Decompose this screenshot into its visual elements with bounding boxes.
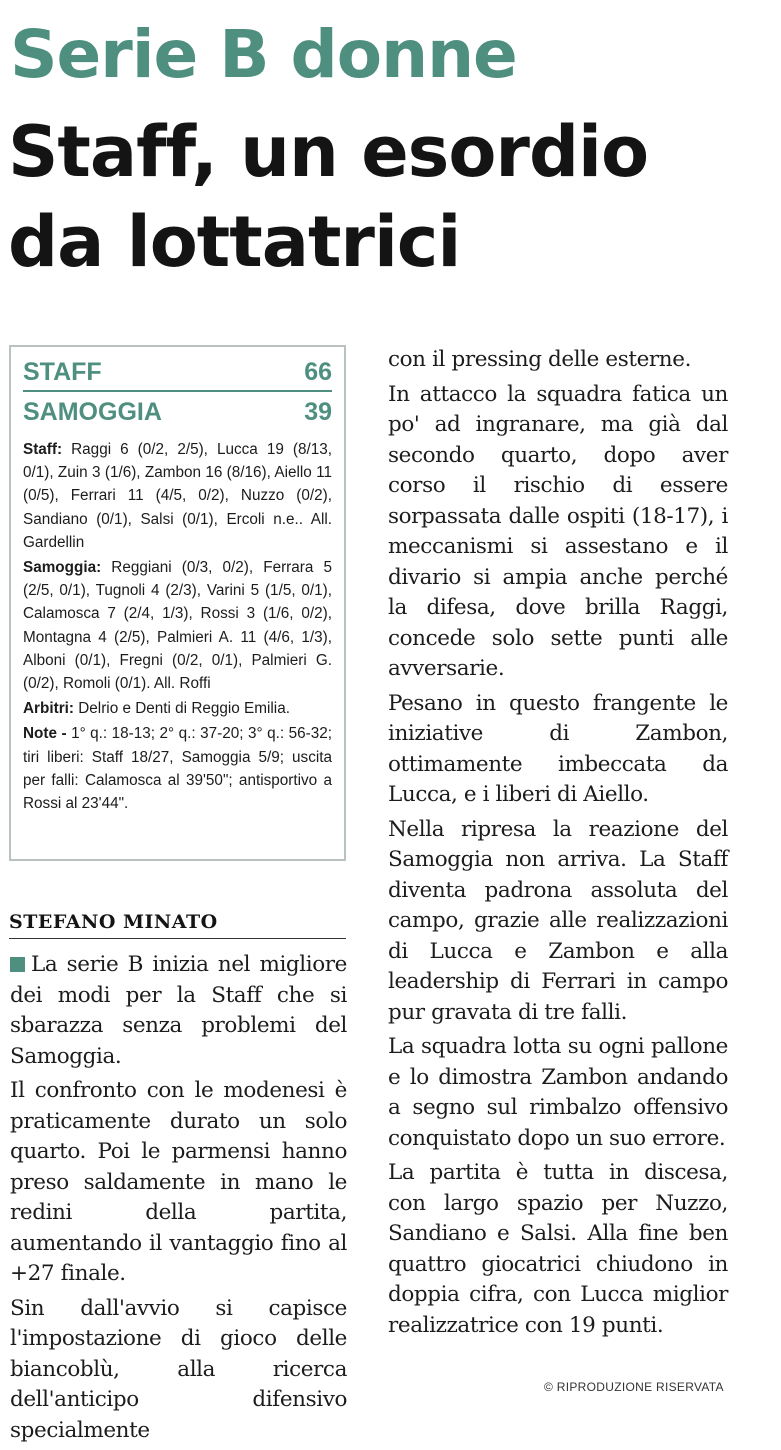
team-row-staff bbox=[23, 356, 332, 392]
boxscore-panel bbox=[9, 345, 346, 861]
stats-arbitri bbox=[23, 697, 332, 720]
article-paragraph: Sin dall'avvio si capisce l'impostazione di gioco delle biancoblù, alla ricerca dell'anticipo difensivo specialmente bbox=[10, 1295, 347, 1443]
square-bullet-icon bbox=[10, 957, 25, 972]
stats-label: Note - bbox=[23, 725, 67, 743]
article-paragraph bbox=[10, 950, 347, 1072]
stats-samoggia bbox=[23, 556, 332, 695]
article-paragraph: In attacco la squadra fatica un po' ad ingranare, ma già dal secondo quarto, dopo aver corso il rischio di essere sorpassata dalle ospiti (18-17), i meccanismi si assestano e il divario si ampia anche perché la difesa, dove brilla Raggi, concede solo sette punti alle avversarie. bbox=[388, 381, 728, 681]
stats-text: Reggiani (0/3, 0/2), Ferrara 5 (2/5, 0/1), Tugnoli 4 (2/3), Varini 5 (1/5, 0/1), Calamosca 7 (2/4, 1/3), Rossi 3 (1/6, 0/2), Montagna 4 (2/5), Palmieri A. 11 (4/6, 1/3), Alboni (0/1), Fregni (0/2, 0/1), Palmieri G. (0/2), Romoli (0/1). All. Roffi bbox=[23, 559, 332, 693]
headline-line-1: Staff, un esordio bbox=[8, 111, 649, 193]
article-paragraph: Il confronto con le modenesi è praticamente durato un solo quarto. Poi le parmensi hanno preso saldamente in mano le redini della partita, aumentando il vantaggio fino al +27 finale. bbox=[10, 1078, 347, 1286]
stats-staff bbox=[23, 438, 332, 554]
team-name: SAMOGGIA bbox=[23, 398, 162, 426]
copyright-notice: © RIPRODUZIONE RISERVATA bbox=[544, 1380, 724, 1394]
article-paragraph: La squadra lotta su ogni pallone e lo dimostra Zambon andando a segno sul rimbalzo offensivo conquistato dopo un suo errore. bbox=[388, 1034, 728, 1151]
stats-label: Samoggia: bbox=[23, 559, 102, 577]
stats-text: Raggi 6 (0/2, 2/5), Lucca 19 (8/13, 0/1), Zuin 3 (1/6), Zambon 16 (8/16), Aiello 11 (0/5), Ferrari 11 (4/5, 0/2), Nuzzo (0/2), Sandiano (0/1), Salsi (0/1), Ercoli n.e.. All. Gardellin bbox=[23, 441, 332, 551]
headline-line-2: da lottatrici bbox=[8, 201, 461, 283]
boxscore-stats bbox=[23, 438, 332, 815]
paragraph-text: La serie B inizia nel migliore dei modi per la Staff che si sbarazza senza problemi del Samoggia. bbox=[10, 952, 347, 1069]
team-name: STAFF bbox=[23, 358, 102, 386]
headline bbox=[8, 107, 778, 287]
team-score: 66 bbox=[304, 358, 332, 386]
article-paragraph: Pesano in questo frangente le iniziative di Zambon, ottimamente imbeccata da Lucca, e i liberi di Aiello. bbox=[388, 690, 728, 807]
section-kicker: Serie B donne bbox=[10, 16, 517, 93]
stats-note bbox=[23, 722, 332, 815]
stats-text: Delrio e Denti di Reggio Emilia. bbox=[74, 700, 290, 718]
stats-label: Staff: bbox=[23, 441, 63, 458]
stats-label: Arbitri: bbox=[23, 700, 74, 718]
author-byline: STEFANO MINATO bbox=[9, 908, 346, 939]
team-row-samoggia bbox=[23, 396, 332, 428]
article-column-right bbox=[388, 345, 728, 1345]
article-paragraph: Nella ripresa la reazione del Samoggia non arriva. La Staff diventa padrona assoluta del campo, grazie alle realizzazioni di Lucca e Zambon e alla leadership di Ferrari in campo pur gravata di tre falli. bbox=[388, 816, 728, 1025]
stats-text: 1° q.: 18-13; 2° q.: 37-20; 3° q.: 56-32; tiri liberi: Staff 18/27, Samoggia 5/9; uscita per falli: Calamosca al 39'50"; antisportivo a Rossi al 23'44". bbox=[23, 725, 332, 813]
team-score: 39 bbox=[304, 398, 332, 426]
article-column-left bbox=[10, 950, 347, 1450]
article-paragraph: La partita è tutta in discesa, con largo spazio per Nuzzo, Sandiano e Salsi. Alla fine ben quattro giocatrici chiudono in doppia cifra, con Lucca miglior realizzatrice con 19 punti. bbox=[388, 1160, 728, 1338]
article-paragraph: con il pressing delle esterne. bbox=[388, 347, 692, 372]
